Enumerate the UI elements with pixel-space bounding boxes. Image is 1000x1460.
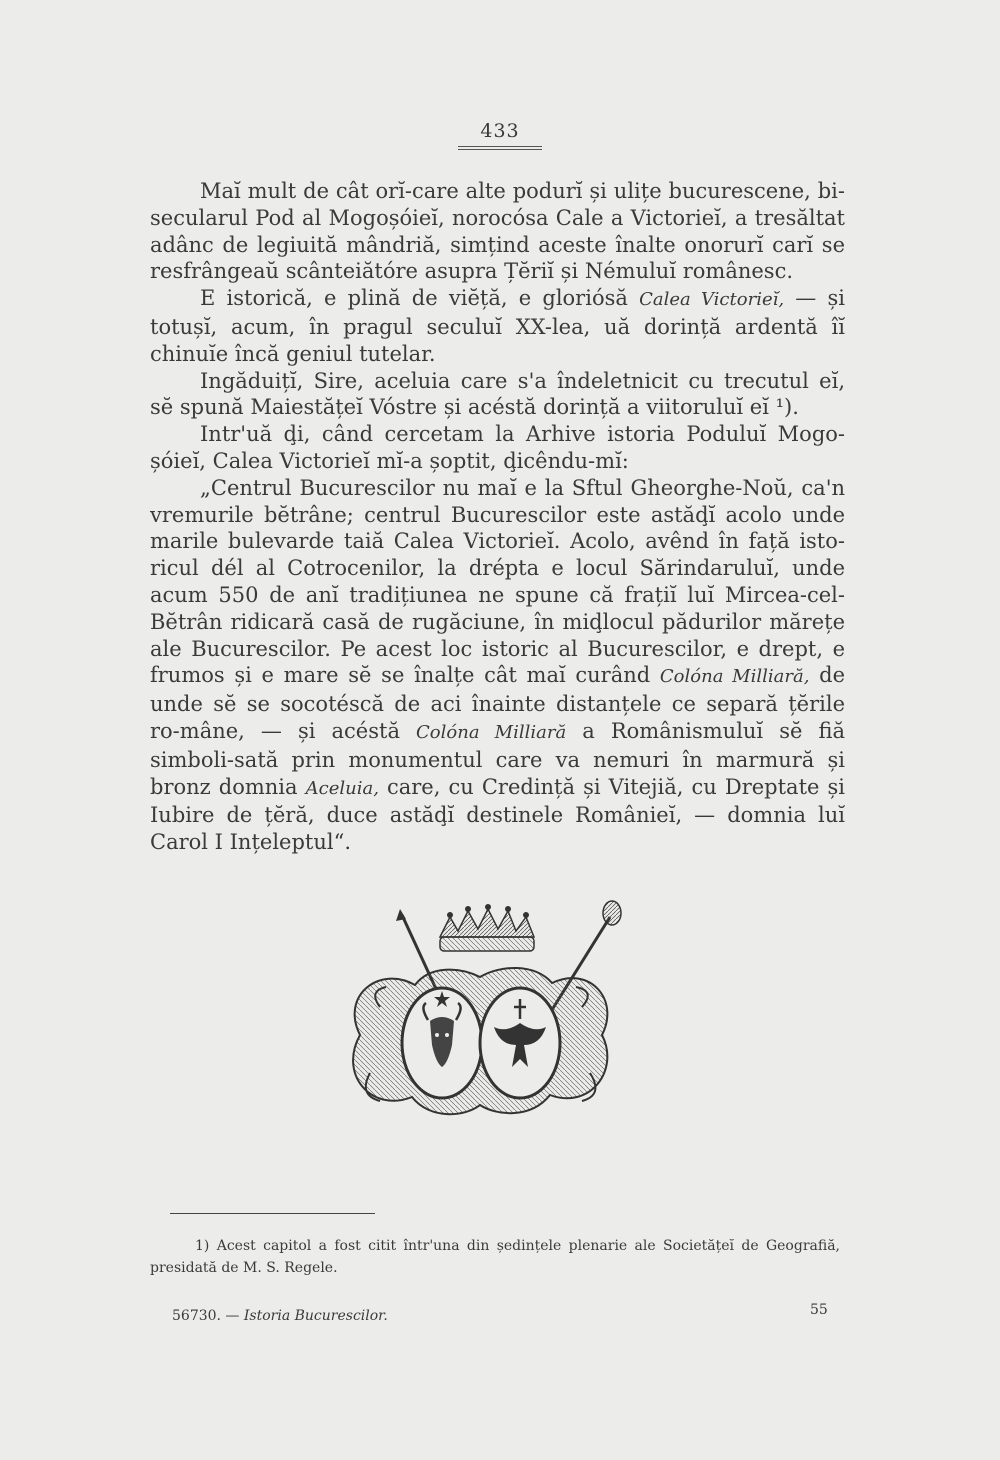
text-run: „Centrul Bucurescilor nu maĭ e la Sftul Gheorghe-Noŭ, ca'n vremurile bĕtrâne; centrul Bucurescilor este astăḑĭ acolo unde marile bulevarde taiă Calea Victorieĭ. Acolo, avênd în față isto-ricul dél al Cotrocenilor, la drépta e locul Sărindaruluĭ, unde acum 550 de anĭ tradițiunea ne spune că frațiĭ luĭ Mircea-cel-Bĕtrân ridicară casă de rugăciune, în miḑlocul pădurilor mărețe ale Bucurescilor. Pe acest loc istoric al Bucurescilor, e drept, e frumos și e mare sĕ se înalțe cât maĭ curând bbox=[150, 475, 845, 688]
italic-phrase: Colóna Milliară bbox=[416, 721, 567, 743]
page-number-rule-bottom bbox=[458, 149, 542, 150]
crown-icon bbox=[440, 904, 534, 951]
text-run: care, cu Credință și Vitejiă, cu Dreptate și Iubire de țĕră, duce astăḑĭ destinele Românieĭ, — domnia luĭ Carol I Ințeleptul“. bbox=[150, 774, 846, 855]
italic-phrase: Colóna Milliară, bbox=[659, 666, 810, 688]
footnote-rule bbox=[170, 1213, 375, 1214]
footnote-text: 1) Acest capitol a fost citit într'una din ședințele plenarie ale Societățeĭ de Geografiă, presidată de M. S. Regele. bbox=[150, 1238, 840, 1276]
body-paragraph bbox=[150, 285, 845, 367]
italic-phrase: Calea Victorieĭ, bbox=[639, 289, 785, 311]
text-run: Maĭ mult de cât orĭ-care alte podurĭ și ulițe bucurescene, bi-secularul Pod al Mogoșóieĭ, norocósa Cale a Victorieĭ, a tresăltat adânc de legiuită mândriă, simțind aceste înalte onorurĭ carĭ se resfrângeaŭ scânteiătóre asupra Țĕriĭ și Némuluĭ românesc. bbox=[150, 179, 845, 284]
italic-phrase: Aceluia, bbox=[305, 777, 379, 799]
aurochs-shield-icon bbox=[402, 988, 482, 1098]
book-title: Istoria Bucurescilor. bbox=[243, 1308, 388, 1324]
page-number: 433 bbox=[480, 120, 520, 142]
body-text bbox=[150, 178, 845, 856]
body-paragraph bbox=[150, 475, 845, 856]
eagle-shield-icon bbox=[480, 988, 560, 1098]
page-number-rule-top bbox=[458, 146, 542, 147]
text-run: E istorică, e plină de viĕță, e gloriósă bbox=[200, 286, 640, 311]
print-run: 56730. — bbox=[172, 1308, 244, 1324]
text-run: Intr'uă ḑi, când cercetam la Arhive istoria Poduluĭ Mogo-șóieĭ, Calea Victorieĭ mĭ-a șoptit, ḑicêndu-mĭ: bbox=[150, 422, 845, 473]
text-run: a Românismuluĭ sĕ fiă simboli-sată prin monumentul care va nemuri în marmură și bronz domnia bbox=[150, 718, 845, 799]
text-run: de unde sĕ se socotéscă de aci înainte distanțele ce separă țĕrile ro-mâne, — și acéstă bbox=[150, 663, 846, 743]
text-run: Ingăduițĭ, Sire, aceluia care s'a îndeletnicit cu trecutul eĭ, sĕ spună Maiestățeĭ Vóstre și acéstă dorință a viitoruluĭ eĭ ¹). bbox=[150, 368, 845, 420]
body-paragraph bbox=[150, 421, 845, 475]
body-paragraph bbox=[150, 368, 845, 422]
body-paragraph bbox=[150, 178, 845, 285]
coat-of-arms-emblem bbox=[320, 895, 640, 1135]
sheet-number: 55 bbox=[810, 1302, 828, 1318]
print-signature bbox=[172, 1308, 388, 1324]
footnote bbox=[150, 1235, 840, 1279]
text-run: — și totușĭ, acum, în pragul seculuĭ XX-lea, uă dorință ardentă îĭ chinuĭe încă geniul tutelar. bbox=[150, 286, 846, 366]
